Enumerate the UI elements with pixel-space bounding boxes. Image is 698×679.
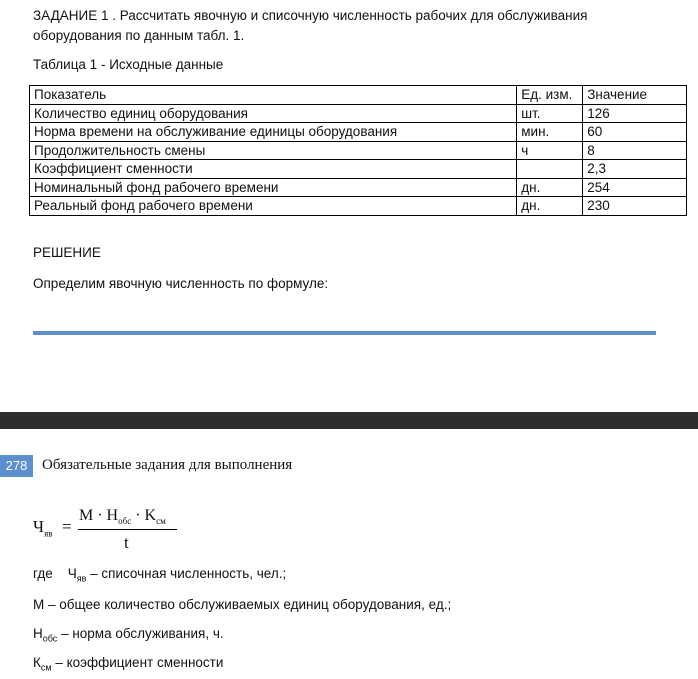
- table-row: [30, 141, 687, 160]
- table-caption: Таблица 1 - Исходные данные: [33, 57, 224, 72]
- definition-line-4: $К_{см}$ – коэффициент сменности: [33, 655, 224, 673]
- cell-indicator: Коэффициент сменности: [30, 160, 517, 179]
- cell-indicator: Продолжительность смены: [30, 141, 517, 160]
- cell-value: 8: [583, 141, 687, 160]
- cell-unit: шт.: [517, 104, 583, 123]
- cell-unit: дн.: [517, 178, 583, 197]
- page-bottom: [0, 429, 698, 679]
- table-row: [30, 123, 687, 142]
- header-value: Значение: [583, 86, 687, 105]
- cell-unit: мин.: [517, 123, 583, 142]
- cell-value: 60: [583, 123, 687, 142]
- definition-line-2: М – общее количество обслуживаемых единиц оборудования, ед.;: [33, 597, 452, 612]
- cell-value: 230: [583, 197, 687, 216]
- table-row: [30, 104, 687, 123]
- table-header-row: [30, 86, 687, 105]
- cell-indicator: Реальный фонд рабочего времени: [30, 197, 517, 216]
- definition-line-1: где $Ч_{яв}$ – списочная численность, чел.;: [33, 566, 287, 584]
- formula-numerator: $M \cdot H_{обс} \cdot K_{см}$: [79, 507, 166, 527]
- table-row: [30, 178, 687, 197]
- attendance-formula: [33, 507, 193, 555]
- cell-indicator: Норма времени на обслуживание единицы оборудования: [30, 123, 517, 142]
- page-number-badge: 278: [0, 455, 33, 477]
- definition-line-3: $Н_{обс}$ – норма обслуживания, ч.: [33, 626, 224, 644]
- formula-equals: =: [62, 517, 72, 536]
- table-row: [30, 197, 687, 216]
- header-indicator: Показатель: [30, 86, 517, 105]
- formula-lhs: $Ч_{яв}$: [33, 517, 53, 539]
- cell-indicator: Номинальный фонд рабочего времени: [30, 178, 517, 197]
- solution-heading: РЕШЕНИЕ: [33, 245, 101, 260]
- table-row: [30, 160, 687, 179]
- formula-intro: Определим явочную численность по формуле:: [33, 276, 329, 291]
- cell-value: 126: [583, 104, 687, 123]
- cell-unit: [517, 160, 583, 179]
- cell-unit: ч: [517, 141, 583, 160]
- source-data-table: [29, 85, 687, 216]
- cell-indicator: Количество единиц оборудования: [30, 104, 517, 123]
- cell-unit: дн.: [517, 197, 583, 216]
- header-unit: Ед. изм.: [517, 86, 583, 105]
- fraction-bar: [78, 529, 177, 530]
- formula-denominator: t: [124, 533, 129, 552]
- cell-value: 254: [583, 178, 687, 197]
- running-head: Обязательные задания для выполнения: [42, 457, 293, 473]
- task-title: ЗАДАНИЕ 1 . Рассчитать явочную и списочную численность рабочих для обслуживания оборудования по данным табл. 1.: [33, 8, 588, 43]
- blue-divider: [33, 331, 656, 335]
- cell-value: 2,3: [583, 160, 687, 179]
- page-gap: [0, 412, 698, 429]
